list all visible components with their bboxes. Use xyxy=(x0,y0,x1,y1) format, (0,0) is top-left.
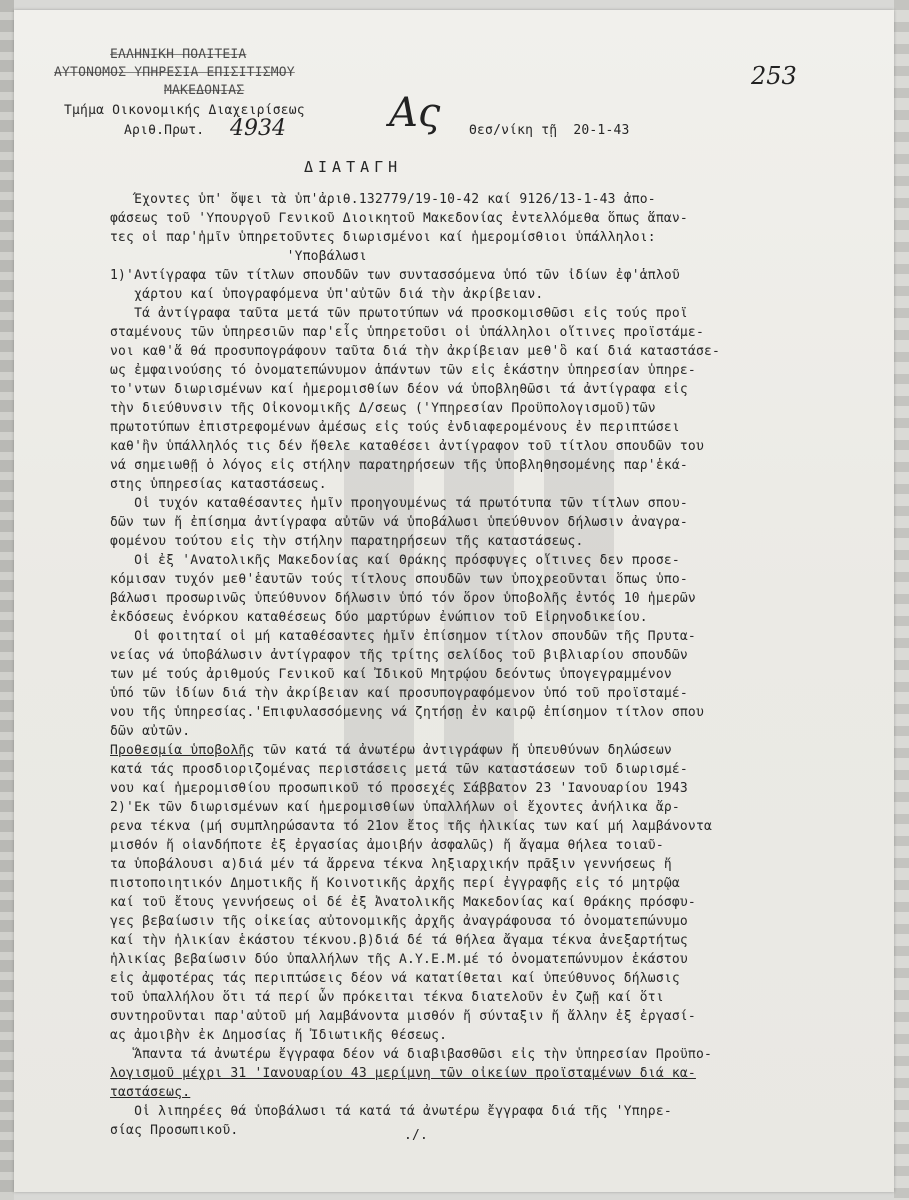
text-line: τα ὑποβάλουσι α)διά μέν τά ἄρρενα τέκνα ληξιαρχικήν πρᾶξιν γεννήσεως ἤ xyxy=(110,857,672,872)
text-line: τοῦ ὑπαλλήλου ὅτι τά περί ὧν πρόκειται τέκνα διατελοῦν ἐν ζωῇ καί ὅτι xyxy=(110,990,664,1005)
text-line: Τά ἀντίγραφα ταῦτα μετά τῶν πρωτοτύπων νά προσκομισθῶσι εἰς τούς προϊ xyxy=(110,306,688,321)
text-line: ἡλικίας βεβαίωσιν δύο ὑπαλλήλων τῆς Α.Υ.Ε.Μ.μέ τό ὀνοματεπώνυμον ἑκάστου xyxy=(110,952,688,967)
text-line: τες οἱ παρ'ἡμῖν ὑπηρετοῦντες διωρισμένοι καί ἡμερομίσθιοι ὑπάλληλοι: xyxy=(110,230,656,245)
text-line: τὴν διεύθυνσιν τῆς Οἰκονομικῆς Δ/σεως ('Υπηρεσίαν Προϋπολογισμοῦ)τῶν xyxy=(110,401,656,416)
text-line: 2)'Εκ τῶν διωρισμένων καί ἡμερομισθίων ὑπαλλήλων οἱ ἔχοντες ἀνήλικα ἄρ- xyxy=(110,800,680,815)
signature-initial: Ας xyxy=(389,90,441,136)
text-line: των μέ τούς ἀριθμούς Γενικοῦ καί Ἰδικοῦ Μητρῴου δεόντως ὑπογεγραμμένον xyxy=(110,667,672,682)
body-section-2 xyxy=(110,798,870,1045)
text-line: βάλωσι προσωρινῶς ὑπεύθυνον δήλωσιν ὑπό τόν ὅρον ὑποβολῆς ἐντός 10 ἡμερῶν xyxy=(110,591,696,606)
film-edge-right xyxy=(894,0,909,1200)
text-line: συντηροῦνται παρ'αὐτοῦ μή λαμβάνοντα μισθόν ἤ σύνταξιν ἤ ἄλλην ἐξ ἐργασί- xyxy=(110,1009,696,1024)
text-line: φομένου τούτου εἰς τὴν στήλην παρατηρήσεων τῆς καταστάσεως. xyxy=(110,534,584,549)
text-line: ταστάσεως. xyxy=(110,1085,191,1100)
protocol-number: 4934 xyxy=(230,116,286,141)
letterhead-line-2: ΑΥΤΟΝΟΜΟΣ ΥΠΗΡΕΣΙΑ ΕΠΙΣΙΤΙΣΜΟΥ xyxy=(54,65,295,80)
text-line: πιστοποιητικόν Δημοτικῆς ἤ Κοινοτικῆς ἀρχῆς περί ἐγγραφῆς εἰς τό μητρῷα xyxy=(110,876,680,891)
letterhead-line-3: ΜΑΚΕΔΟΝΙΑΣ xyxy=(164,83,245,98)
text-line: 1)'Αντίγραφα τῶν τίτλων σπουδῶν των συντασσόμενα ὑπό τῶν ἰδίων ἐφ'ἁπλοῦ xyxy=(110,268,680,283)
document-title: ΔΙΑΤΑΓΗ xyxy=(304,158,403,176)
text-line: το'ντων διωρισμένων καί ἡμερομισθίων δέον νά ὑποβληθῶσι τά ἀντίγραφα εἰς xyxy=(110,382,688,397)
deadline-text-3: νου καί ἡμερομισθίου προσωπικοῦ τό προσεχές Σάββατον 23 'Ιανουαρίου 1943 xyxy=(110,781,688,796)
text-line: ως ἐμφαινούσης τό ὀνοματεπώνυμον ἁπάντων τῶν εἰς ἑκάστην ὑπηρεσίαν ὑπηρε- xyxy=(110,363,696,378)
body-section-1 xyxy=(110,190,870,741)
text-line: νου τῆς ὑπηρεσίας.'Επιφυλασσόμενης νά ζητήσῃ ἐν καιρῷ ἐπίσημον τίτλον σπου xyxy=(110,705,704,720)
text-line: δῶν των ἤ ἐπίσημα ἀντίγραφα αὐτῶν νά ὑποβάλωσι ὑπεύθυνον δήλωσιν ἀναγρα- xyxy=(110,515,688,530)
text-line: καί τὴν ἡλικίαν ἑκάστου τέκνου.β)διά δέ τά θήλεα ἄγαμα τέκνα ἀνεξαρτήτως xyxy=(110,933,688,948)
document-page xyxy=(14,10,894,1192)
deadline-label: Προθεσμία ὑποβολῆς xyxy=(110,743,255,758)
text-line: Οἱ ἐξ 'Ανατολικῆς Μακεδονίας καί Θράκης πρόσφυγες οἵτινες δεν προσε- xyxy=(110,553,680,568)
text-line: Οἱ τυχόν καταθέσαντες ἡμῖν προηγουμένως τά πρωτότυπα τῶν τίτλων σπου- xyxy=(110,496,688,511)
deadline-line xyxy=(110,741,870,760)
text-line: φάσεως τοῦ 'Υπουργοῦ Γενικοῦ Διοικητοῦ Μακεδονίας ἐντελλόμεθα ὅπως ἅπαν- xyxy=(110,211,688,226)
protocol-label: Αριθ.Πρωτ. xyxy=(124,123,205,138)
text-line: γες βεβαίωσιν τῆς οἰκείας αὐτονομικῆς ἀρχῆς ἀναγράφουσα τό ὀνοματεπώνυμο xyxy=(110,914,688,929)
text-line: νείας νά ὑποβάλωσιν ἀντίγραφον τῆς τρίτης σελίδος τοῦ βιβλιαρίου σπουδῶν xyxy=(110,648,688,663)
text-line: σίας Προσωπικοῦ. xyxy=(110,1123,239,1138)
text-line: λογισμοῦ μέχρι 31 'Ιανουαρίου 43 μερίμνη τῶν οἰκείων προϊσταμένων διά κα- xyxy=(110,1066,696,1081)
body-section-3 xyxy=(110,1045,870,1140)
text-line: ρενα τέκνα (μή συμπληρώσαντα τό 21ον ἔτος τῆς ἡλικίας των καί μή λαμβάνοντα xyxy=(110,819,712,834)
archive-number: 253 xyxy=(751,62,797,90)
text-line: πρωτοτύπων ἐπιστρεφομένων ἀμέσως εἰς τούς ἐνδιαφερομένους ἐν περιπτώσει xyxy=(110,420,680,435)
text-line: εἰς ἀμφοτέρας τάς περιπτώσεις δέον νά κατατίθεται καί ὑπεύθυνος δήλωσις xyxy=(110,971,680,986)
text-line: Οἱ λιπηρέες θά ὑποβάλωσι τά κατά τά ἀνωτέρω ἔγγραφα διά τῆς 'Υπηρε- xyxy=(110,1104,672,1119)
text-line: κόμισαν τυχόν μεθ'ἑαυτῶν τούς τίτλους σπουδῶν των ὑποχρεοῦνται ὅπως ὑπο- xyxy=(110,572,688,587)
deadline-text-2: κατά τάς προσδιοριζομένας περιστάσεις μετά τῶν καταστάσεων τοῦ διωρισμέ- xyxy=(110,762,688,777)
text-line: ἐκδόσεως ἐνόρκου καταθέσεως δύο μαρτύρων ἐνώπιον τοῦ Εἰρηνοδικείου. xyxy=(110,610,648,625)
page-end-mark: ./. xyxy=(404,1128,429,1143)
text-line: καί τοῦ ἔτους γεννήσεως οἱ δέ ἐξ Ἀνατολικῆς Μακεδονίας καί Θράκης πρόσφυ- xyxy=(110,895,696,910)
text-line: καθ'ἣν ὑπάλληλός τις δέν ἤθελε καταθέσει ἀντίγραφον τοῦ τίτλου σπουδῶν του xyxy=(110,439,704,454)
text-line: σταμένους τῶν ὑπηρεσιῶν παρ'εἷς ὑπηρετοῦσι οἱ ὑπάλληλοι οἵτινες προϊστάμε- xyxy=(110,325,704,340)
text-line: ας ἀμοιβὴν ἐκ Δημοσίας ἤ Ἰδιωτικῆς θέσεως. xyxy=(110,1028,448,1043)
text-line: Έχοντες ὑπ' ὄψει τὰ ὑπ'ἀριθ.132779/19-10-42 καί 9126/13-1-43 ἀπο- xyxy=(110,192,656,207)
text-line: δῶν αὐτῶν. xyxy=(110,724,191,739)
text-line: ὑπό τῶν ἰδίων διά τὴν ἀκρίβειαν καί προσυπογραφόμενον ὑπό τοῦ προϊσταμέ- xyxy=(110,686,688,701)
text-line: 'Υποβάλωσι xyxy=(110,249,367,264)
deadline-text-1: τῶν κατά τά ἀνωτέρω ἀντιγράφων ἤ ὑπευθύνων δηλώσεων xyxy=(254,743,672,758)
place-date: Θεσ/νίκη τῇ 20-1-43 xyxy=(469,123,630,138)
film-edge-left xyxy=(0,0,14,1200)
text-line: Ἅπαντα τά ἀνωτέρω ἔγγραφα δέον νά διαβιβασθῶσι εἰς τὴν ὑπηρεσίαν Προϋπο- xyxy=(110,1047,712,1062)
text-line: χάρτου καί ὑπογραφόμενα ὑπ'αὐτῶν διά τὴν ἀκρίβειαν. xyxy=(110,287,544,302)
text-line: μισθόν ἤ οἱανδήποτε ἐξ ἐργασίας ἀμοιβήν ἀσφαλῶς) ἤ ἄγαμα θήλεα τοιαῦ- xyxy=(110,838,664,853)
document-body xyxy=(110,190,870,1140)
letterhead-line-1: ΕΛΛΗΝΙΚΗ ΠΟΛΙΤΕΙΑ xyxy=(110,47,247,62)
text-line: Οἱ φοιτηταί οἱ μή καταθέσαντες ἡμῖν ἐπίσημον τίτλον σπουδῶν τῆς Πρυτα- xyxy=(110,629,696,644)
text-line: νοι καθ'ἅ θά προσυπογράφουν ταῦτα διά τὴν ἀκρίβειαν μεθ'ὃ καί διά καταστάσε- xyxy=(110,344,721,359)
text-line: νά σημειωθῇ ὁ λόγος εἰς στήλην παρατηρήσεων τῆς ὑποβληθησομένης παρ'ἑκά- xyxy=(110,458,688,473)
letterhead-department: Τμήμα Οικονομικής Διαχειρίσεως xyxy=(64,103,305,118)
text-line: στης ὑπηρεσίας καταστάσεως. xyxy=(110,477,327,492)
